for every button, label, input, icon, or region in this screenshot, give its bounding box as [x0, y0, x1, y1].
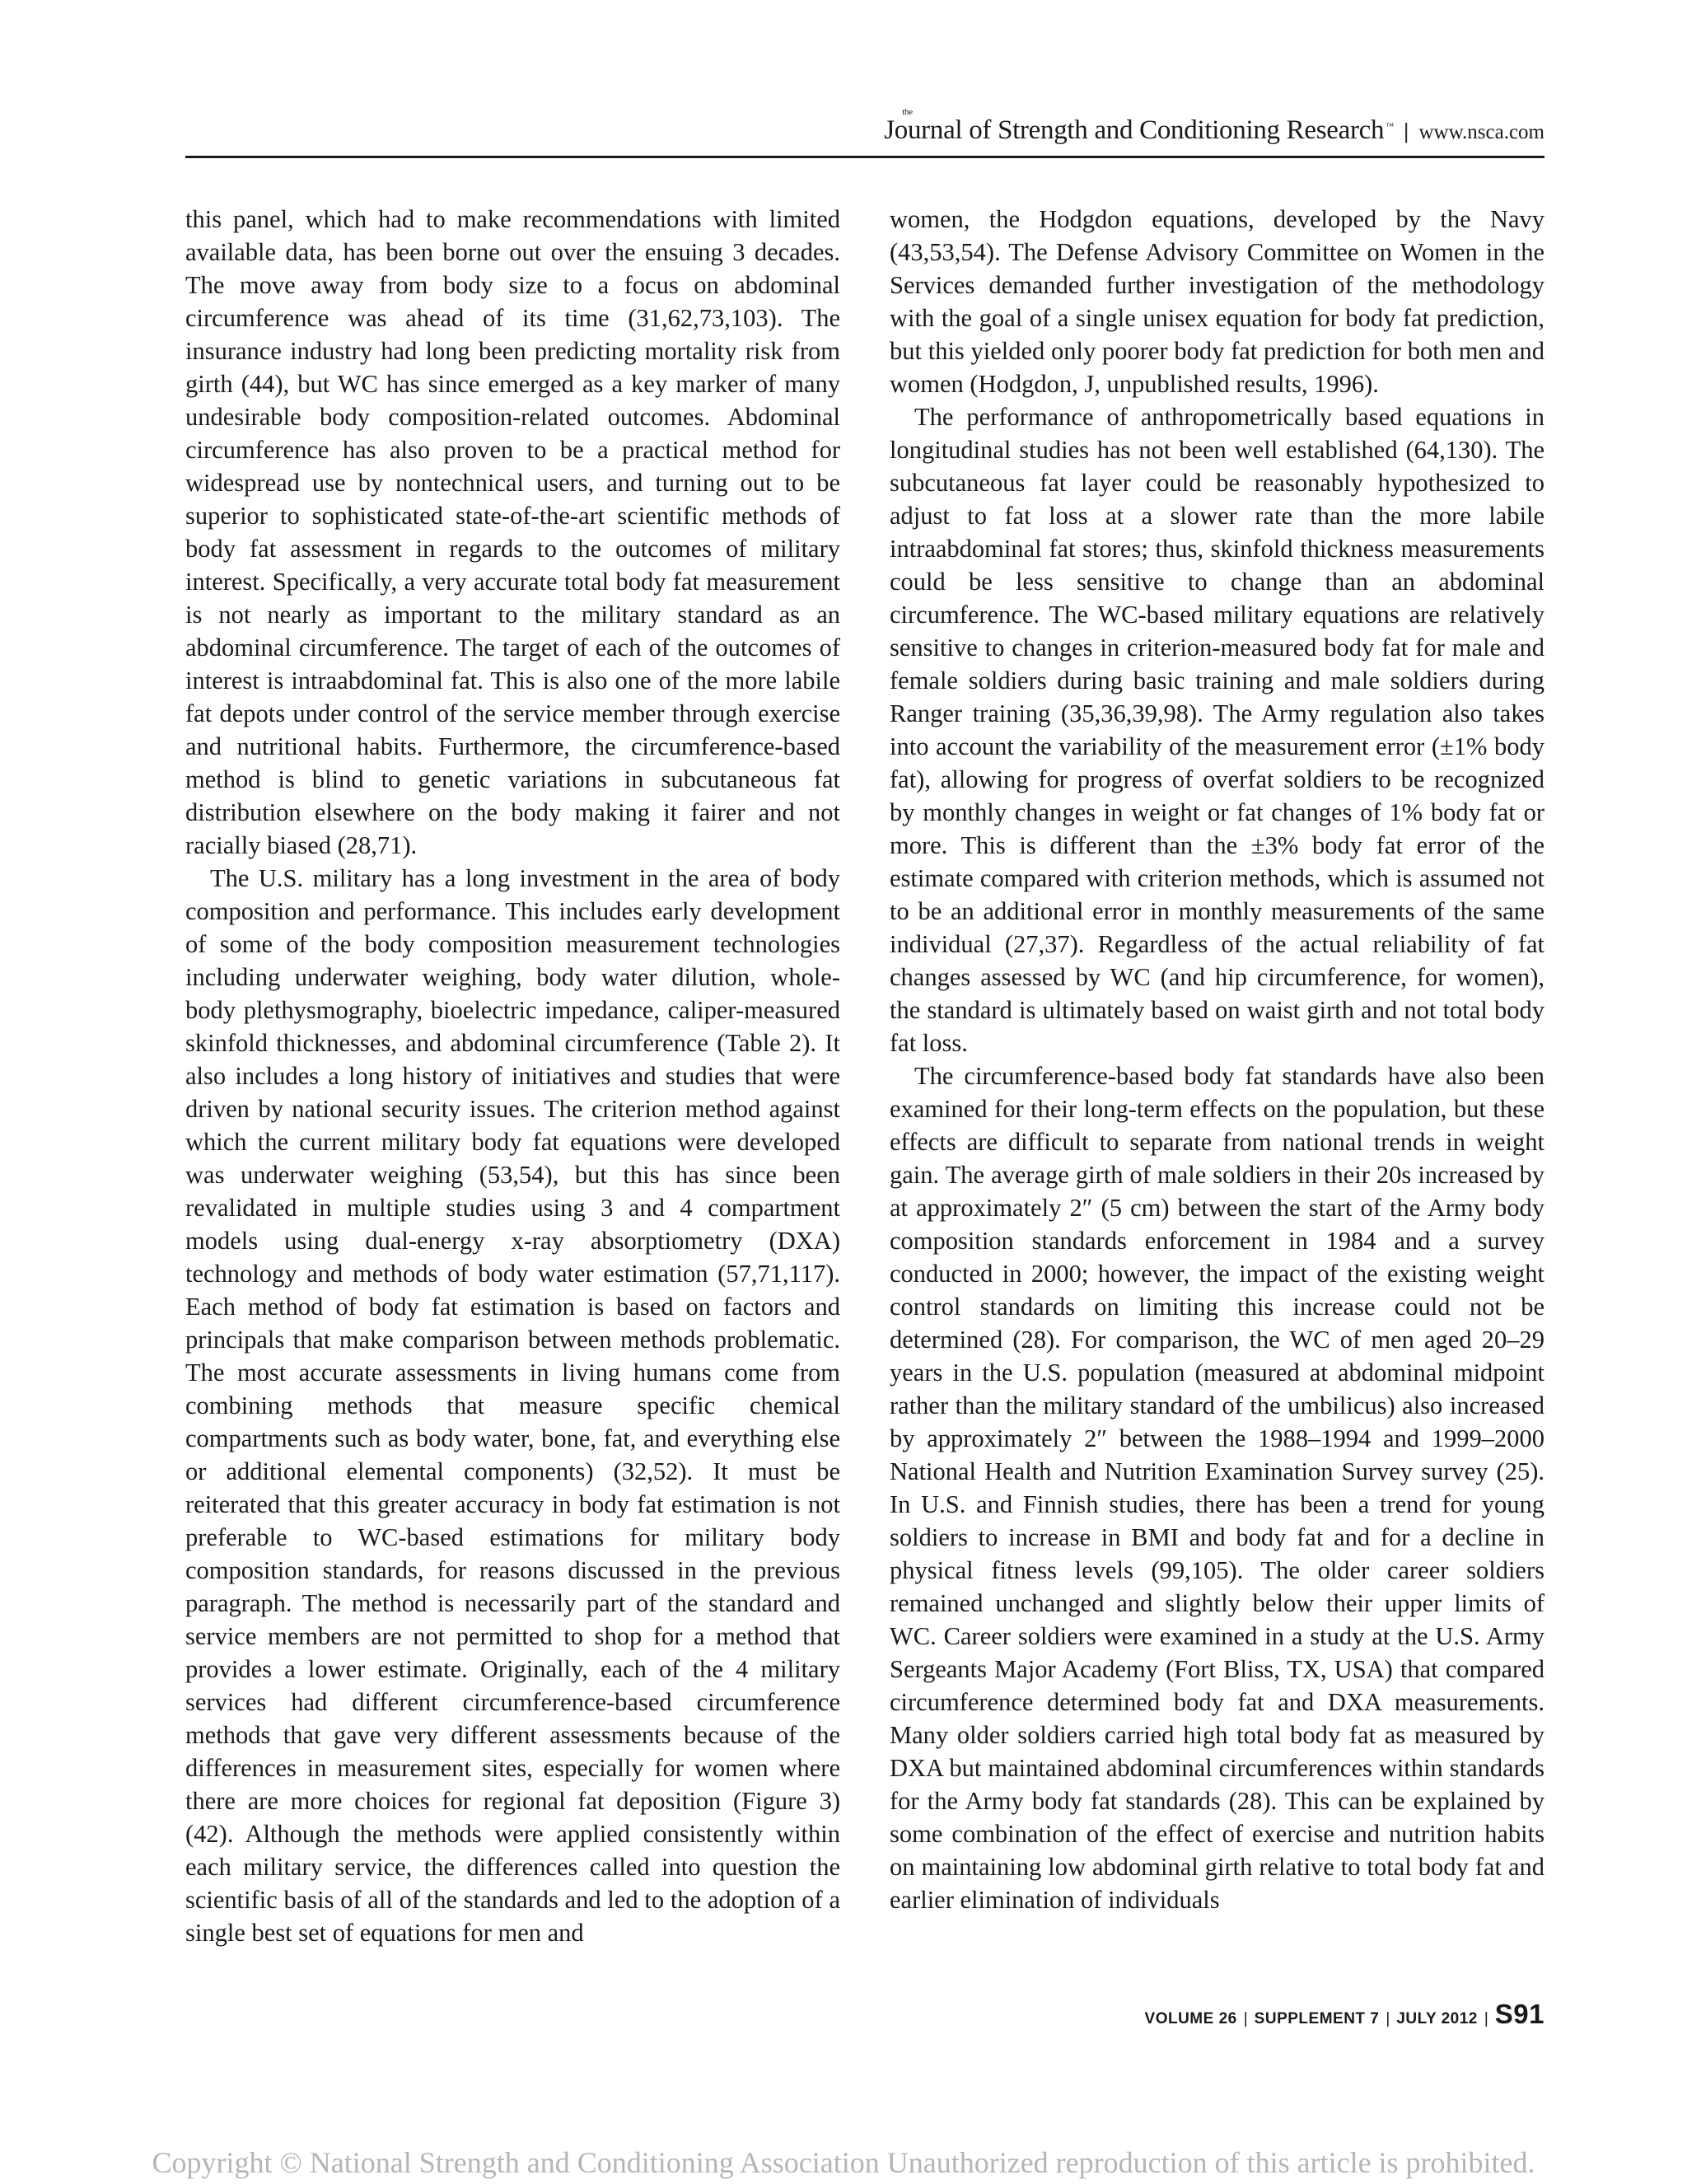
right-paragraph-1: women, the Hodgdon equations, developed by the Navy (43,53,54). The Defense Advisory Committee on Women in the Services demanded further investigation of the methodology with the goal of a single unisex equation for body fat prediction, but this yielded only poorer body fat prediction for both men and women (Hodgdon, J, unpublished results, 1996). — [890, 205, 1544, 398]
footer-separator: | — [1386, 2010, 1390, 2027]
journal-url: www.nsca.com — [1418, 121, 1544, 143]
left-column — [185, 203, 840, 1949]
trademark-symbol: ™ — [1386, 122, 1394, 131]
issue-date: JULY 2012 — [1396, 2010, 1478, 2027]
journal-title-the: the — [902, 107, 913, 117]
running-head — [185, 107, 1544, 158]
page-number: S91 — [1494, 1999, 1544, 2029]
left-paragraph-2: The U.S. military has a long investment in the area of body composition and performance. This includes early development of some of the body composition measurement technologies including underwater weighing, body water dilution, whole-body plethysmography, bioelectric impedance, caliper-measured skinfold thicknesses, and abdominal circumference (Table 2). It also includes a long history of initiatives and studies that were driven by national security issues. The criterion method against which the current military body fat equations were developed was underwater weighing (53,54), but this has since been revalidated in multiple studies using 3 and 4 compartment models using dual-energy x-ray absorptiometry (DXA) technology and methods of body water estimation (57,71,117). Each method of body fat estimation is based on factors and principals that make comparison between methods problematic. The most accurate assessments in living humans come from combining methods that measure specific chemical compartments such as body water, bone, fat, and everything else or additional elemental components) (32,52). It must be reiterated that this greater accuracy in body fat estimation is not preferable to WC-based estimations for military body composition standards, for reasons discussed in the previous paragraph. The method is necessarily part of the standard and service members are not permitted to shop for a method that provides a lower estimate. Originally, each of the 4 military services had different circumference-based circumference methods that gave very different assessments because of the differences in measurement sites, especially for women where there are more choices for regional fat deposition (Figure 3) (42). Although the methods were applied consistently within each military service, the differences called into question the scientific basis of all of the standards and led to the adoption of a single best set of equations for men and — [185, 864, 840, 1947]
footer-separator: | — [1243, 2010, 1248, 2027]
journal-title — [884, 107, 1394, 145]
volume-label: VOLUME 26 — [1144, 2010, 1237, 2027]
supplement-label: SUPPLEMENT 7 — [1254, 2010, 1380, 2027]
copyright-notice: Copyright © National Strength and Conditioning Association Unauthorized reproduction of this article is prohibited. — [152, 2146, 1535, 2179]
footer-separator: | — [1484, 2010, 1488, 2027]
journal-title-text: Journal of Strength and Conditioning Research — [884, 115, 1385, 145]
header-separator: | — [1403, 119, 1409, 143]
right-paragraph-3: The circumference-based body fat standards have also been examined for their long-term effects on the population, but these effects are difficult to separate from national trends in weight gain. The average girth of male soldiers in their 20s increased by at approximately 2″ (5 cm) between the start of the Army body composition standards enforcement in 1984 and a survey conducted in 2000; however, the impact of the existing weight control standards on limiting this increase could not be determined (28). For comparison, the WC of men aged 20–29 years in the U.S. population (measured at abdominal midpoint rather than the military standard of the umbilicus) also increased by approximately 2″ between the 1988–1994 and 1999–2000 National Health and Nutrition Examination Survey survey (25). In U.S. and Finnish studies, there has been a trend for young soldiers to increase in BMI and body fat and for a decline in physical fitness levels (99,105). The older career soldiers remained unchanged and slightly below their upper limits of WC. Career soldiers were examined in a study at the U.S. Army Sergeants Major Academy (Fort Bliss, TX, USA) that compared circumference determined body fat and DXA measurements. Many older soldiers carried high total body fat as measured by DXA but maintained abdominal circumferences within standards for the Army body fat standards (28). This can be explained by some combination of the effect of exercise and nutrition habits on maintaining low abdominal girth relative to total body fat and earlier elimination of individuals — [890, 1062, 1544, 1914]
right-column — [890, 203, 1544, 1916]
page-footer — [906, 1999, 1544, 2035]
header-rule — [185, 156, 1544, 158]
right-paragraph-2: The performance of anthropometrically based equations in longitudinal studies has not been well established (64,130). The subcutaneous fat layer could be reasonably hypothesized to adjust to fat loss at a slower rate than the more labile intraabdominal fat stores; thus, skinfold thickness measurements could be less sensitive to change than an abdominal circumference. The WC-based military equations are relatively sensitive to changes in criterion-measured body fat for male and female soldiers during basic training and male soldiers during Ranger training (35,36,39,98). The Army regulation also takes into account the variability of the measurement error (±1% body fat), allowing for progress of overfat soldiers to be recognized by monthly changes in weight or fat changes of 1% body fat or more. This is different than the ±3% body fat error of the estimate compared with criterion methods, which is assumed not to be an additional error in monthly measurements of the same individual (27,37). Regardless of the actual reliability of fat changes assessed by WC (and hip circumference, for women), the standard is ultimately based on waist girth and not total body fat loss. — [890, 403, 1544, 1057]
left-paragraph-1: this panel, which had to make recommendations with limited available data, has been borne out over the ensuing 3 decades. The move away from body size to a focus on abdominal circumference was ahead of its time (31,62,73,103). The insurance industry had long been predicting mortality risk from girth (44), but WC has since emerged as a key marker of many undesirable body composition-related outcomes. Abdominal circumference has also proven to be a practical method for widespread use by nontechnical users, and turning out to be superior to sophisticated state-of-the-art scientific methods of body fat assessment in regards to the outcomes of military interest. Specifically, a very accurate total body fat measurement is not nearly as important to the military standard as an abdominal circumference. The target of each of the outcomes of interest is intraabdominal fat. This is also one of the more labile fat depots under control of the service member through exercise and nutritional habits. Furthermore, the circumference-based method is blind to genetic variations in subcutaneous fat distribution elsewhere on the body making it fairer and not racially biased (28,71). — [185, 205, 840, 859]
